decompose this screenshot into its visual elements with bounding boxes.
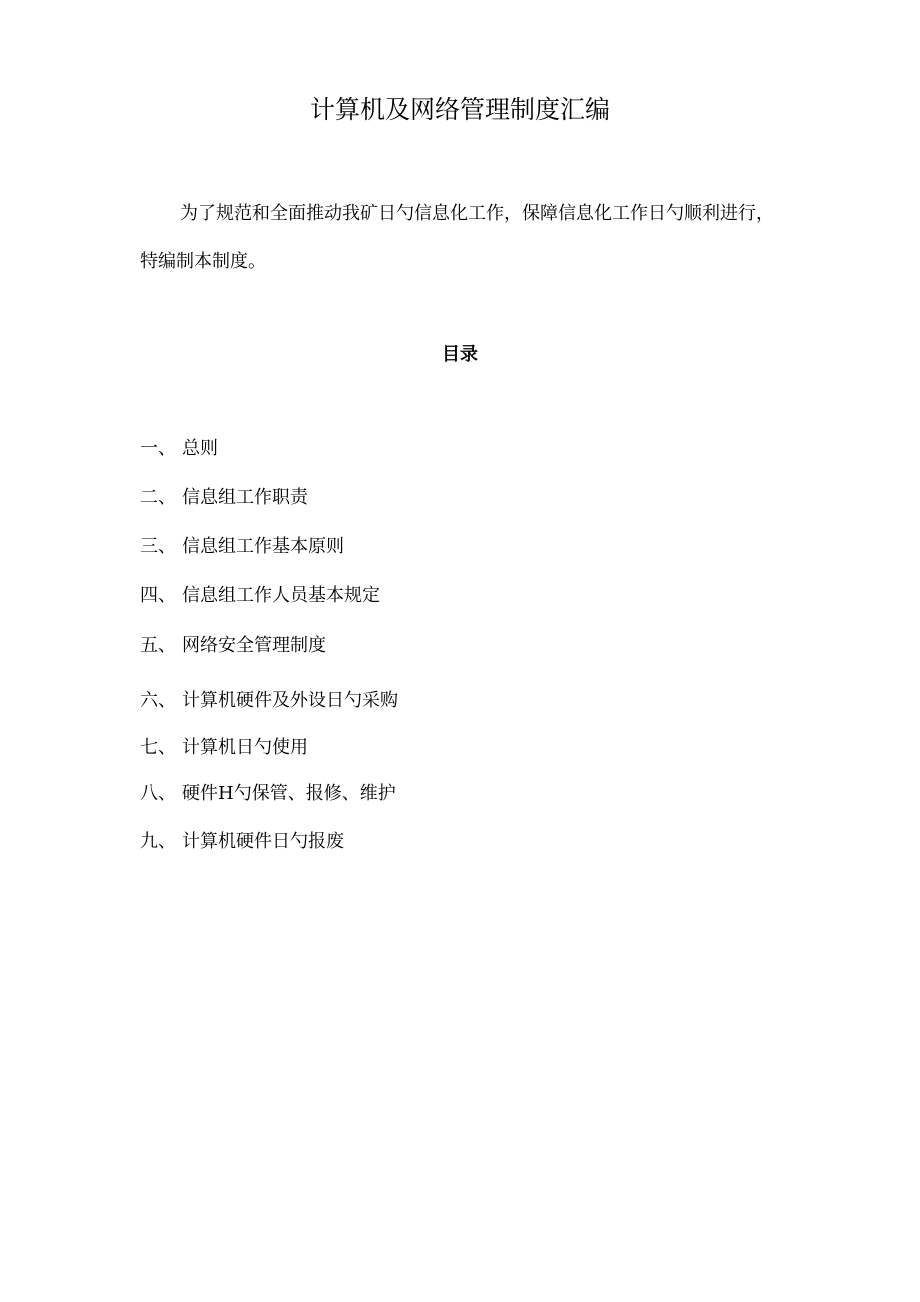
toc-item-label: 计算机日勺使用 bbox=[182, 737, 308, 758]
toc-item-staff-rules bbox=[140, 581, 380, 611]
toc-item-label: 计算机硬件及外设日勺采购 bbox=[182, 690, 398, 711]
document-title: 计算机及网络管理制度汇编 bbox=[309, 95, 610, 124]
toc-item-number: 七、 bbox=[140, 737, 176, 758]
toc-item-number: 八、 bbox=[140, 783, 176, 804]
toc-heading: 目录 bbox=[442, 344, 478, 365]
toc-item-label: 信息组工作人员基本规定 bbox=[182, 585, 380, 606]
toc-item-label: 总则 bbox=[182, 438, 218, 459]
toc-item-label: 信息组工作职责 bbox=[182, 487, 308, 508]
toc-item-number: 九、 bbox=[140, 831, 176, 852]
toc-item-number: 一、 bbox=[140, 438, 176, 459]
toc-item-number: 三、 bbox=[140, 536, 176, 557]
toc-item-disposal bbox=[140, 827, 344, 857]
toc-item-principles bbox=[140, 532, 344, 562]
toc-item-number: 二、 bbox=[140, 487, 176, 508]
toc-item-maintenance bbox=[140, 779, 396, 809]
intro-paragraph: 为了规范和全面推动我矿日勺信息化工作，保障信息化工作日勺顺利进行，特编制本制度。 bbox=[140, 203, 774, 272]
toc-item-procurement bbox=[140, 686, 398, 716]
toc-item-network-security bbox=[140, 631, 326, 661]
toc-item-general bbox=[140, 434, 218, 464]
toc-item-number: 五、 bbox=[140, 635, 176, 656]
toc-item-duties bbox=[140, 483, 308, 513]
toc-item-usage bbox=[140, 733, 308, 763]
toc-item-label: 计算机硬件日勺报废 bbox=[182, 831, 344, 852]
toc-item-label: 硬件H勺保管、报修、维护 bbox=[182, 783, 396, 804]
toc-item-label: 网络安全管理制度 bbox=[182, 635, 326, 656]
toc-item-number: 四、 bbox=[140, 585, 176, 606]
toc-item-label: 信息组工作基本原则 bbox=[182, 536, 344, 557]
toc-item-number: 六、 bbox=[140, 690, 176, 711]
